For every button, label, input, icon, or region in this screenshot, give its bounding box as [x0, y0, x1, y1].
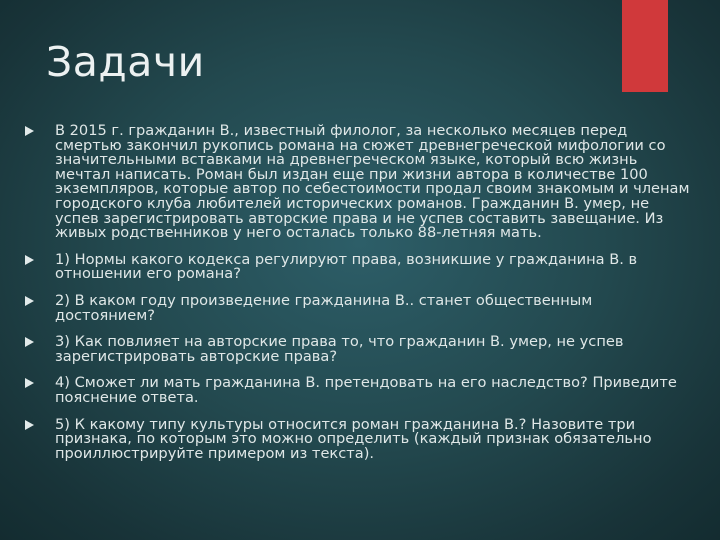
slide-title: Задачи — [46, 38, 205, 86]
list-item — [25, 124, 695, 241]
list-item — [25, 250, 695, 283]
arrow-bullet-icon — [25, 126, 34, 136]
question-4: 4) Сможет ли мать гражданина В. претендовать на его наследство? Приведите пояснение ответа. — [55, 374, 677, 406]
question-5: 5) К какому типу культуры относится роман гражданина В.? Назовите три признака, по которым это можно определить (каждый признак обязательно проиллюстрируйте примером из текста). — [55, 415, 652, 462]
question-2: 2) В каком году произведение гражданина В.. станет общественным достоянием? — [55, 291, 593, 324]
arrow-bullet-icon — [25, 378, 34, 388]
list-item — [25, 415, 695, 462]
list-item — [25, 376, 695, 405]
arrow-bullet-icon — [25, 255, 34, 265]
task-list — [25, 124, 695, 473]
arrow-bullet-icon — [25, 296, 34, 306]
list-item — [25, 335, 695, 364]
question-3: 3) Как повлияет на авторские права то, что гражданин В. умер, не успев зарегистрировать авторские права? — [55, 333, 624, 365]
arrow-bullet-icon — [25, 420, 34, 430]
task-description: В 2015 г. гражданин В., известный филолог, за несколько месяцев перед смертью закончил рукопись романа на сюжет древнегреческой мифологии со значительными вставками на древнегреческом языке, который всю жизнь мечтал написать. Роман был издан еще при жизни автора в количестве 100 экземпляров, которые автор по себестоимости продал своим знакомым и членам городского клуба любителей исторических романов. Гражданин В. умер, не успев зарегистрировать авторские права и не успев составить завещание. Из живых родственников у него осталась только 88-летняя мать. — [55, 122, 690, 242]
accent-bar — [622, 0, 668, 92]
question-1: 1) Нормы какого кодекса регулируют права, возникшие у гражданина В. в отношении его романа? — [55, 250, 638, 283]
arrow-bullet-icon — [25, 337, 34, 347]
list-item — [25, 291, 695, 324]
